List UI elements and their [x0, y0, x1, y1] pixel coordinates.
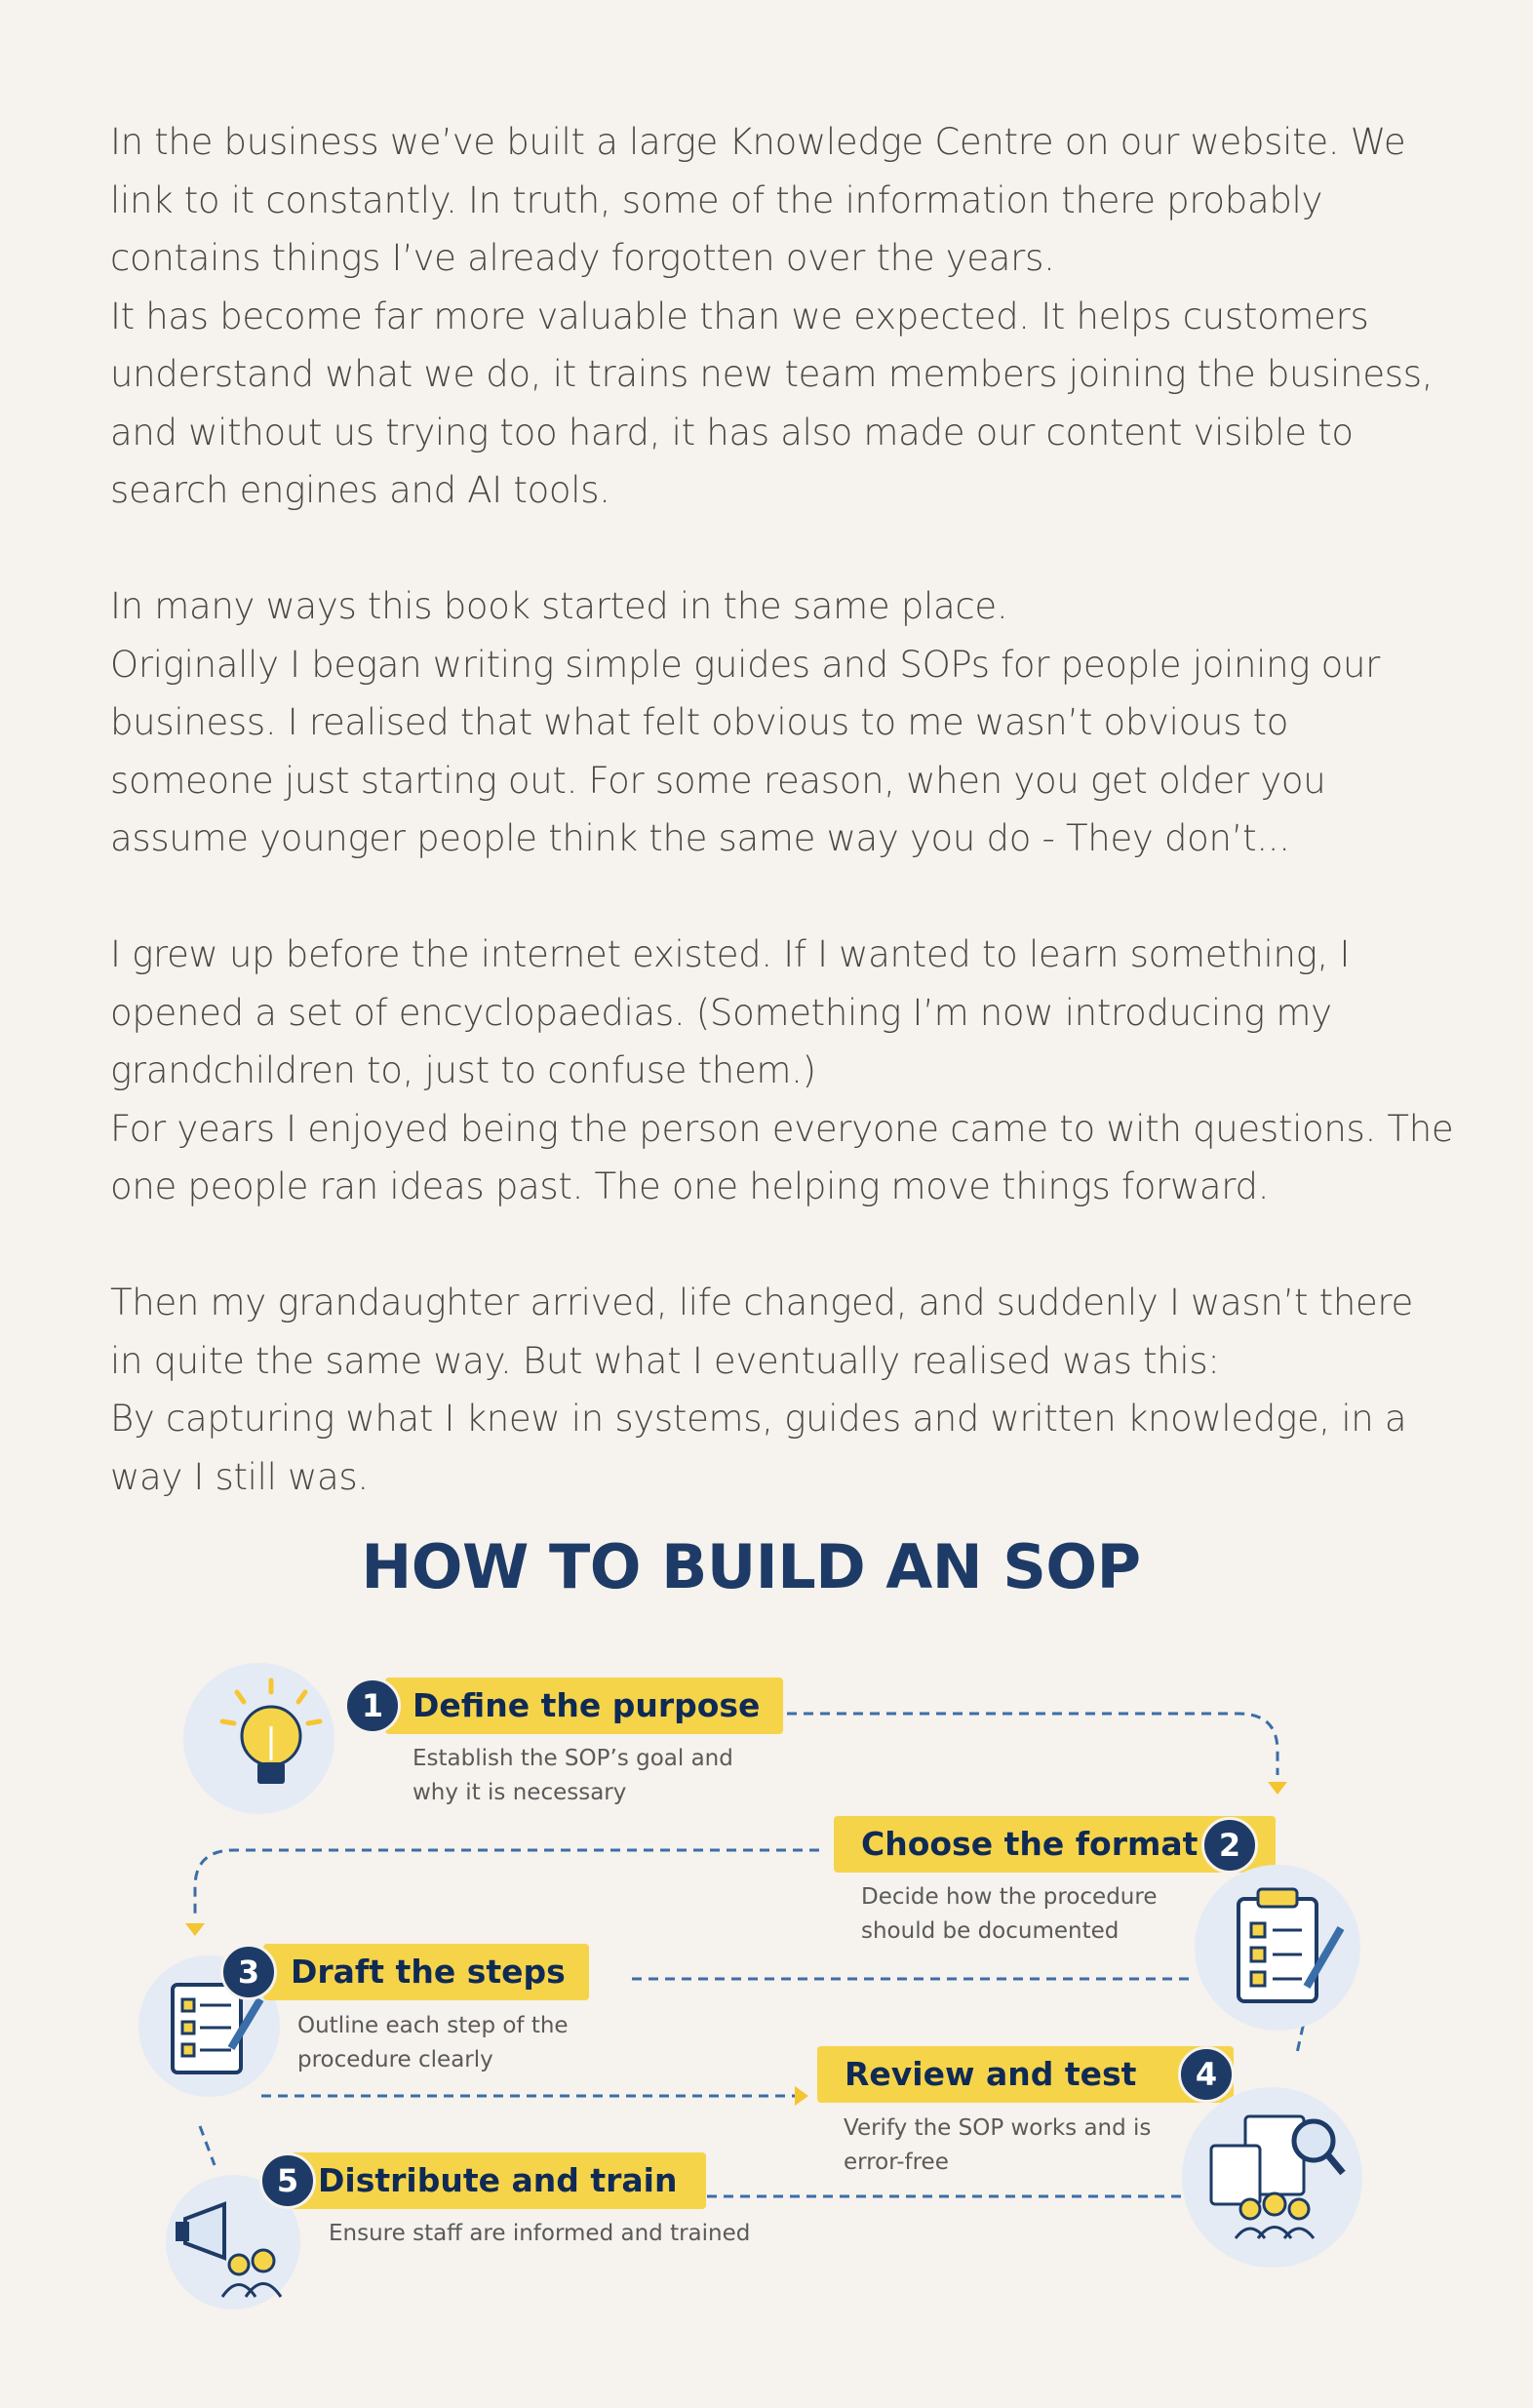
step-4-title: Review and test — [817, 2046, 1234, 2103]
clipboard-checklist-icon — [1195, 1865, 1360, 2031]
step-2-description: Decide how the procedure should be documented — [861, 1884, 1158, 1944]
step-1-description: Establish the SOP’s goal and why it is necessary — [413, 1746, 733, 1805]
paragraph: By capturing what I knew in systems, guides and written knowledge, in a way I still was. — [110, 1398, 1407, 1498]
step-4-number: 4 — [1178, 2046, 1235, 2103]
step-2-title: Choose the format — [834, 1816, 1276, 1873]
step-1-title: Define the purpose — [385, 1678, 783, 1734]
infographic-title: HOW TO BUILD AN SOP — [361, 1531, 1141, 1602]
step-2-number: 2 — [1201, 1817, 1258, 1874]
paragraph: For years I enjoyed being the person everyone came to with questions. The one people ran ideas past. The one helping move things forward. — [110, 1107, 1454, 1207]
sop-infographic — [0, 1521, 1533, 2321]
step-5-number: 5 — [259, 2152, 316, 2209]
paragraph: In the business we’ve built a large Knowledge Centre on our website. We link to it constantly. In truth, some of the information there probably contains things I’ve already forgotten over the years. — [110, 121, 1406, 279]
paragraph: In many ways this book started in the same place. — [110, 585, 1008, 627]
step-4-description: Verify the SOP works and is error-free — [844, 2115, 1152, 2175]
step-3-description: Outline each step of the procedure clearly — [297, 2013, 569, 2072]
step-3-title: Draft the steps — [263, 1944, 589, 2000]
paragraph: I grew up before the internet existed. If I wanted to learn something, I opened a set of encyclopaedias. (Something I’m now introducing my grandchildren to, just to confuse them.) — [110, 933, 1351, 1091]
lightbulb-icon — [183, 1663, 334, 1814]
review-team-icon — [1182, 2087, 1362, 2268]
paragraph: Then my grandaughter arrived, life changed, and suddenly I wasn’t there in quite the same way. But what I eventually realised was this: — [110, 1282, 1413, 1382]
step-5-title: Distribute and train — [291, 2152, 706, 2209]
step-5-description: Ensure staff are informed and trained — [329, 2221, 751, 2246]
step-3-number: 3 — [220, 1944, 277, 2000]
body-text — [110, 113, 1456, 1506]
paragraph: Originally I began writing simple guides and SOPs for people joining our business. I realised that what felt obvious to me wasn’t obvious to someone just starting out. For some reason, when you get older you assume younger people think the same way you do - They don’t... — [110, 643, 1381, 859]
step-1-number: 1 — [344, 1678, 401, 1734]
paragraph: It has become far more valuable than we expected. It helps customers understand what we do, it trains new team members joining the business, and without us trying too hard, it has also made our content visible to search engines and AI tools. — [110, 295, 1434, 511]
